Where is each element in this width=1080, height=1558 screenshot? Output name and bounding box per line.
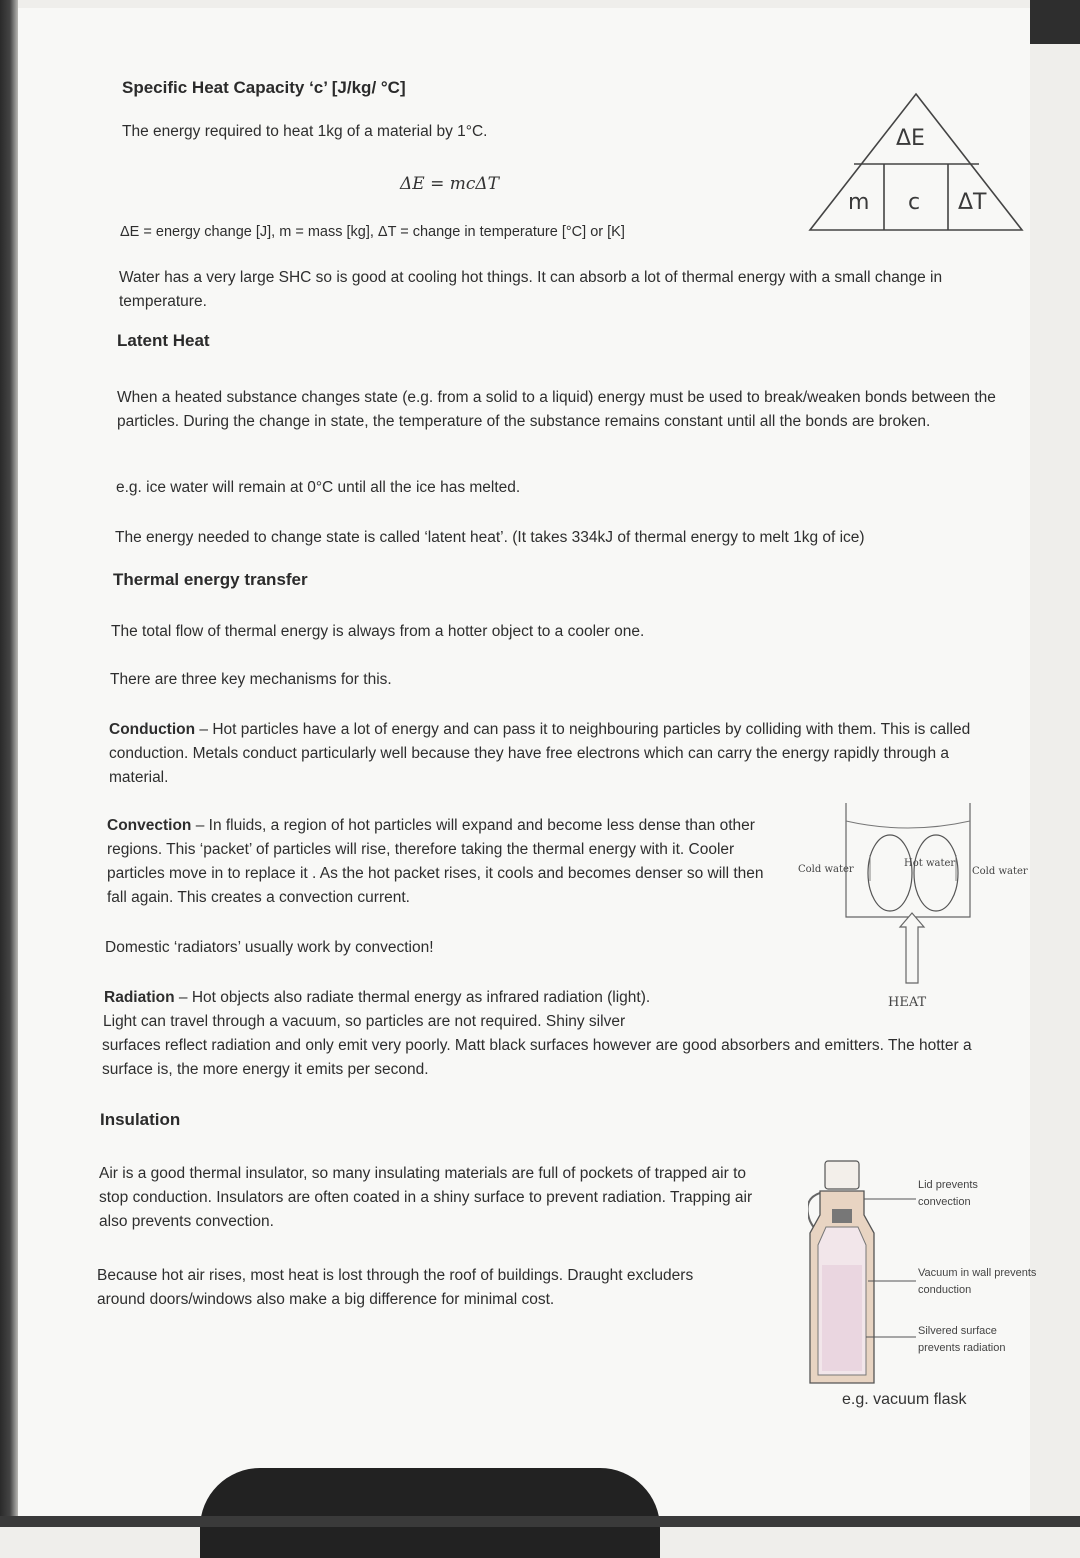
shc-variables: ΔE = energy change [J], m = mass [kg], ΔT = change in temperature [°C] or [K] [120,224,625,240]
conduction-text: – Hot particles have a lot of energy and can pass it to neighbouring particles by colliding with them. This is called conduction. Metals conduct particularly well because they have free electrons which can carry the energy rapidly through a material. [109,721,971,786]
radiation-line-2: Light can travel through a vacuum, so particles are not required. Shiny silver [103,1013,626,1030]
shc-water-note: Water has a very large SHC so is good at cooling hot things. It can absorb a lot of thermal energy with a small change in temperature. [119,269,943,310]
scan-shadow-corner [1030,0,1080,44]
shc-heading: Specific Heat Capacity ‘c’ [J/kg/ °C] [122,78,406,97]
conduction-paragraph [109,718,1009,790]
convection-beaker-drawing [804,801,1044,1011]
formula-triangle [808,92,1024,234]
hot-water-label: Hot water [904,858,956,869]
vacuum-note: Vacuum in wall prevents conduction [918,1267,1037,1296]
radiation-line-1 [104,986,754,1010]
convection-diagram [798,801,1044,1011]
transfer-mechanisms: There are three key mechanisms for this. [110,671,392,688]
worksheet-page [18,8,1037,1516]
vacuum-flask-diagram [808,1153,1038,1418]
transfer-heading: Thermal energy transfer [113,570,308,589]
silvered-note: Silvered surface prevents radiation [918,1325,1006,1354]
cold-water-left-label: Cold water [798,864,854,875]
insulation-roof-paragraph: Because hot air rises, most heat is lost through the roof of buildings. Draught excluders around doors/windows also make a big difference for minimal cost. [97,1267,694,1308]
heat-label: HEAT [888,995,927,1010]
radiation-paragraph: surfaces reflect radiation and only emit very poorly. Matt black surfaces however are good absorbers and emitters. The hotter a surface is, the more energy it emits per second. [102,1037,972,1078]
scan-shadow-left [0,0,18,1527]
triangle-mass-label: m [848,190,870,215]
shc-equation: ΔE = mcΔT [400,174,499,194]
convection-term: Convection [107,817,192,834]
triangle-shc-label: c [908,190,921,215]
radiation-text-1: – Hot objects also radiate thermal energy as infrared radiation (light). [174,989,651,1006]
scan-edge-bottom [0,1516,1080,1527]
convection-text: – In fluids, a region of hot particles will expand and become less dense than other regions. This ‘packet’ of particles will rise, therefore taking the thermal energy with it. Cooler particles move in to replace it . As the hot packet rises, it cools and becomes denser so will then fall again. This creates a convection current. [107,817,764,906]
shc-definition: The energy required to heat 1kg of a material by 1°C. [122,123,488,140]
radiation-term: Radiation [104,989,175,1006]
triangle-temp-label: ΔT [958,190,987,215]
lid-note: Lid prevents convection [918,1179,978,1208]
latent-example: e.g. ice water will remain at 0°C until all the ice has melted. [116,479,521,496]
latent-paragraph: When a heated substance changes state (e.g. from a solid to a liquid) energy must be used to break/weaken bonds between the particles. During the change in state, the temperature of the substance remains constant until all the bonds are broken. [117,389,996,430]
transfer-intro: The total flow of thermal energy is always from a hotter object to a cooler one. [111,623,645,640]
insulation-heading: Insulation [100,1110,181,1129]
latent-heading: Latent Heat [117,331,210,350]
radiators-note: Domestic ‘radiators’ usually work by convection! [105,939,434,956]
triangle-energy-label: ΔE [896,126,925,151]
scan-shadow-bottom [200,1468,660,1558]
flask-caption: e.g. vacuum flask [842,1391,967,1408]
convection-paragraph [107,814,767,910]
insulation-paragraph: Air is a good thermal insulator, so many insulating materials are full of pockets of trapped air to stop conduction. Insulators are often coated in a shiny surface to prevent radiation. Trapping air also prevents convection. [99,1165,753,1230]
conduction-term: Conduction [109,721,196,738]
latent-energy-note: The energy needed to change state is called ‘latent heat’. (It takes 334kJ of thermal energy to melt 1kg of ice) [115,529,865,546]
cold-water-right-label: Cold water [972,866,1028,877]
